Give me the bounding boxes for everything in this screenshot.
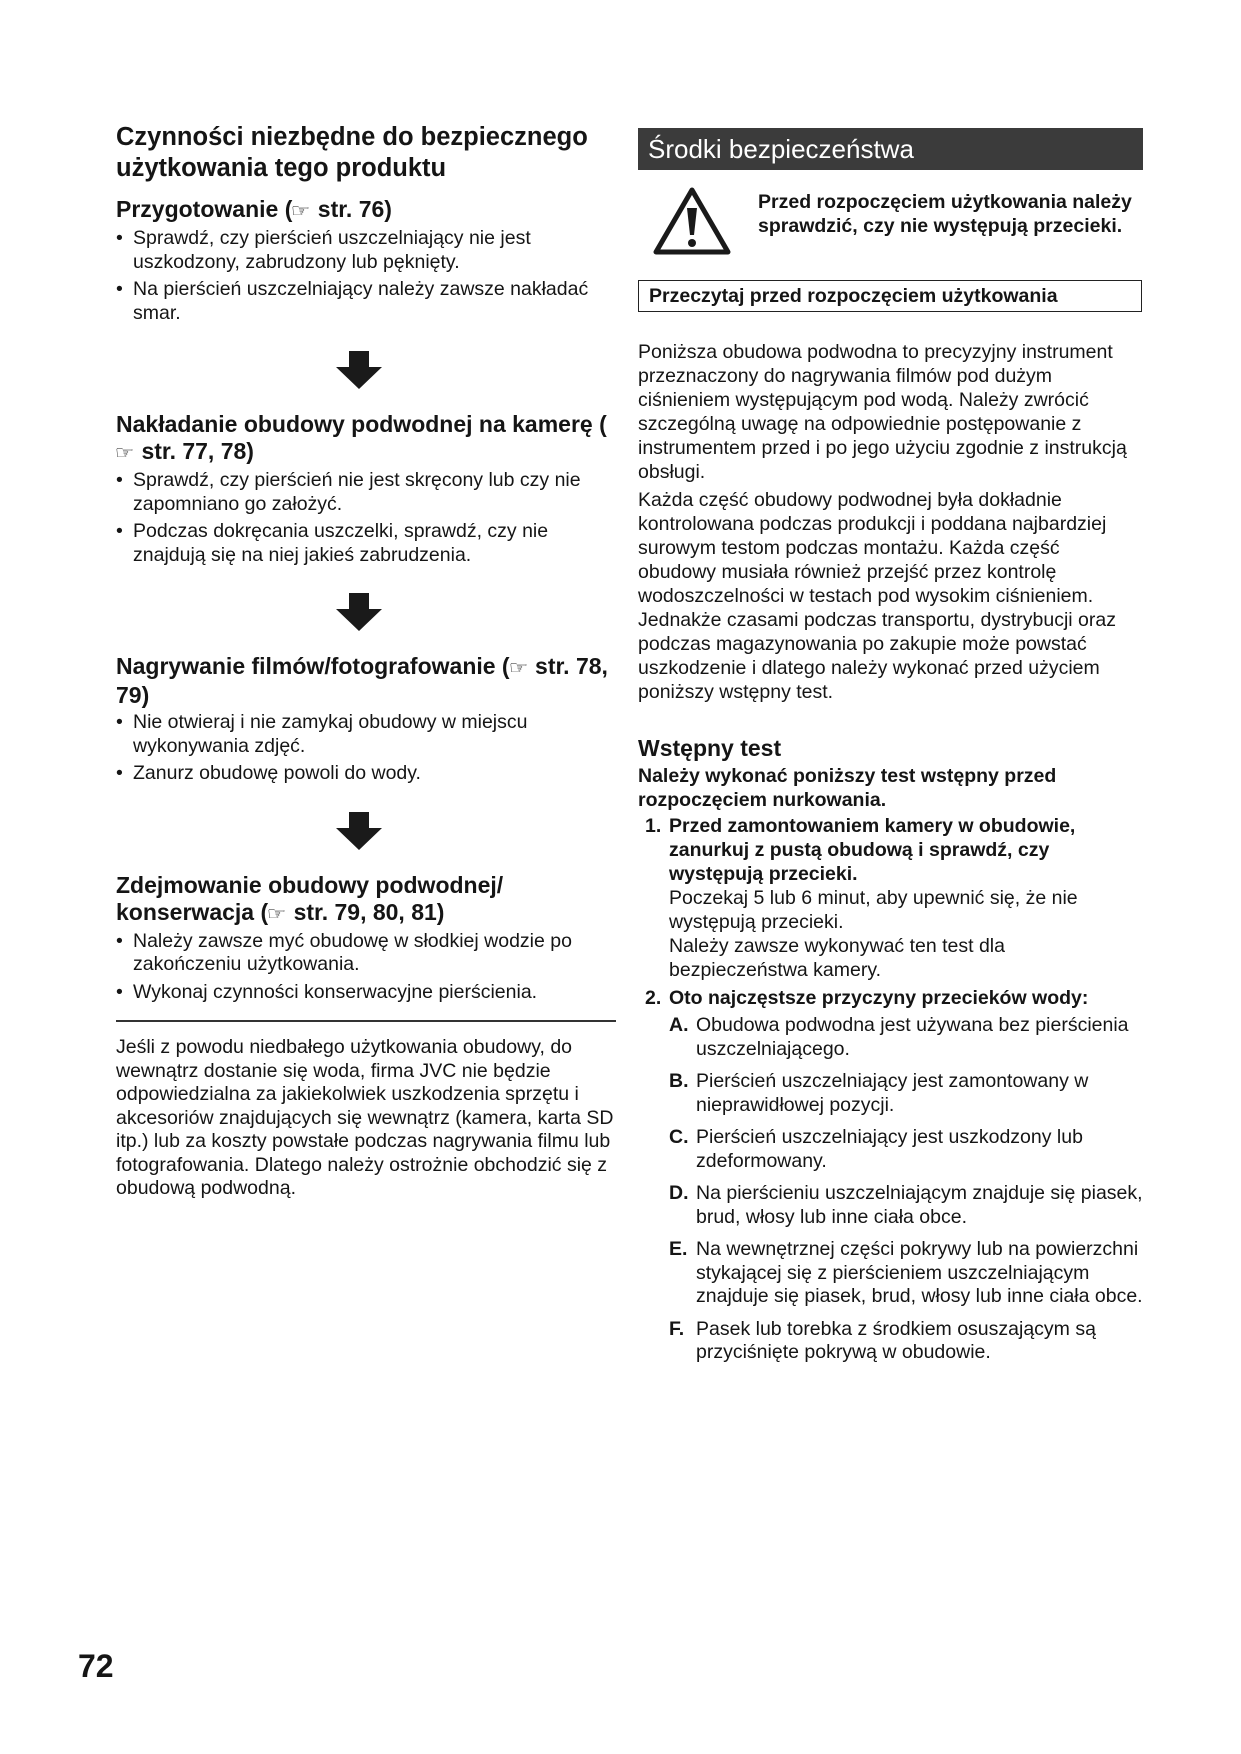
list-item: • Wykonaj czynności konserwacyjne pierścienia. xyxy=(116,981,616,1005)
list-item: • Sprawdź, czy pierścień uszczelniający nie jest uszkodzony, zabrudzony lub pęknięty. xyxy=(116,227,616,274)
list-item: F. Pasek lub torebka z środkiem osuszającym są przyciśnięte pokrywą w obudowie. xyxy=(669,1317,1096,1363)
bullet-list xyxy=(116,930,616,1005)
step-removal xyxy=(116,872,616,1005)
test-steps xyxy=(638,814,1143,1365)
section-title: Środki bezpieczeństwa xyxy=(638,128,1143,170)
warning-block xyxy=(638,180,1143,280)
divider xyxy=(116,1020,616,1022)
left-column xyxy=(116,122,616,1201)
pointing-hand-icon: ☞ xyxy=(291,201,311,222)
page-title: Czynności niezbędne do bezpiecznego użytkowania tego produktu xyxy=(116,123,588,182)
test-title: Wstępny test xyxy=(638,735,782,761)
list-item: • Podczas dokręcania uszczelki, sprawdź, czy nie znajdują się na niej jakieś zabrudzenia. xyxy=(116,520,616,567)
read-before-use-box: Przeczytaj przed rozpoczęciem użytkowania xyxy=(638,280,1142,312)
list-item: • Nie otwieraj i nie zamykaj obudowy w miejscu wykonywania zdjęć. xyxy=(116,711,616,758)
step-recording xyxy=(116,653,616,786)
down-arrow-icon xyxy=(336,593,382,631)
liability-note: Jeśli z powodu niedbałego użytkowania obudowy, do wewnątrz dostanie się woda, firma JVC nie będzie odpowiedzialna za jakiekolwiek uszkodzenia sprzętu i akcesoriów znajdujących się wewnątrz (kamera, karta SD itp.) lub za koszty powstałe podczas nagrywania filmu lub fotografowania. Dlatego należy ostrożnie obchodzić się z obudową podwodną. xyxy=(116,1036,614,1199)
causes-list xyxy=(669,1014,1143,1365)
down-arrow-icon xyxy=(336,812,382,850)
inspection-paragraph: Każda część obudowy podwodnej była dokładnie kontrolowana podczas produkcji i poddana najbardziej surowym testom podczas montażu. Każda część obudowy musiała również przejść przez kontrolę wodoszczelności w testach pod wysokim ciśnieniem. Jednakże czasami podczas transportu, dystrybucji oraz podczas magazynowania po zakupie może powstać uszkodzenie i dlatego należy wykonać przed użyciem poniższy wstępny test. xyxy=(638,489,1116,703)
warning-text: Przed rozpoczęciem użytkowania należy sprawdzić, czy nie występują przecieki. xyxy=(758,191,1132,237)
list-item: • Na pierścień uszczelniający należy zawsze nakładać smar. xyxy=(116,278,616,325)
step-preparation xyxy=(116,196,616,325)
step-title: Przygotowanie (☞ str. 76) xyxy=(116,196,616,225)
list-item: A. Obudowa podwodna jest używana bez pierścienia uszczelniającego. xyxy=(669,1014,1129,1060)
down-arrow-icon xyxy=(336,351,382,389)
step-title: Nagrywanie filmów/fotografowanie (☞ str. 78, 79) xyxy=(116,653,608,708)
test-lead: Należy wykonać poniższy test wstępny przed rozpoczęciem nurkowania. xyxy=(638,765,1057,811)
test-step: 2. Oto najczęstsze przyczyny przecieków wody: A. Obudowa podwodna jest używana bez pierścienia uszczelniającego. B. Pierścień uszczelniający jest zamontowany w nieprawidłowej pozycji. C. Pierścień uszczelniający jest uszkodzony lub zdeformowany. D. Na pierścieniu uszczelniającym znajduje się piasek, brud, włosy lub inne ciała obce. E. Na wewnętrznej części pokrywy lub na powierzchni stykającej się z pierścieniem uszczelniającym znajduje się piasek, brud, włosy lub inne ciała obce. F. Pasek lub torebka z środkiem osuszającym są przyciśnięte pokrywą w obudowie. xyxy=(645,987,1143,1363)
list-item: C. Pierścień uszczelniający jest uszkodzony lub zdeformowany. xyxy=(669,1126,1083,1172)
step-title: Nakładanie obudowy podwodnej na kamerę (☞ str. 77, 78) xyxy=(116,411,616,467)
bullet-list xyxy=(116,469,616,567)
list-item: • Należy zawsze myć obudowę w słodkiej wodzie po zakończeniu użytkowania. xyxy=(116,930,616,977)
list-item: D. Na pierścieniu uszczelniającym znajduje się piasek, brud, włosy lub inne ciała obce. xyxy=(669,1182,1143,1228)
bullet-list xyxy=(116,711,616,786)
intro-paragraph: Poniższa obudowa podwodna to precyzyjny instrument przeznaczony do nagrywania filmów pod dużym ciśnieniem występującym pod wodą. Należy zwrócić szczególną uwagę na odpowiednie postępowanie z instrumentem przed i po jego użyciu zgodnie z instrukcją obsługi. xyxy=(638,341,1127,483)
step-mounting xyxy=(116,411,616,567)
right-column xyxy=(638,128,1143,1374)
list-item: • Sprawdź, czy pierścień nie jest skręcony lub czy nie zapomniano go założyć. xyxy=(116,469,616,516)
list-item: E. Na wewnętrznej części pokrywy lub na powierzchni stykającej się z pierścieniem uszczelniającym znajduje się piasek, brud, włosy lub inne ciała obce. xyxy=(669,1238,1143,1307)
test-step: 1. Przed zamontowaniem kamery w obudowie, zanurkuj z pustą obudową i sprawdź, czy występują przecieki. Poczekaj 5 lub 6 minut, aby upewnić się, że nie występują przecieki. Należy zawsze wykonywać ten test dla bezpieczeństwa kamery. xyxy=(645,815,1078,981)
pointing-hand-icon: ☞ xyxy=(266,903,287,925)
bullet-list xyxy=(116,227,616,325)
warning-triangle-icon xyxy=(652,186,732,256)
pointing-hand-icon: ☞ xyxy=(114,443,135,464)
list-item: B. Pierścień uszczelniający jest zamontowany w nieprawidłowej pozycji. xyxy=(669,1070,1089,1116)
pointing-hand-icon: ☞ xyxy=(508,658,528,679)
step-title: Zdejmowanie obudowy podwodnej/ konserwacja (☞ str. 79, 80, 81) xyxy=(116,872,616,928)
page-number: 72 xyxy=(78,1648,114,1684)
list-item: • Zanurz obudowę powoli do wody. xyxy=(116,762,616,786)
